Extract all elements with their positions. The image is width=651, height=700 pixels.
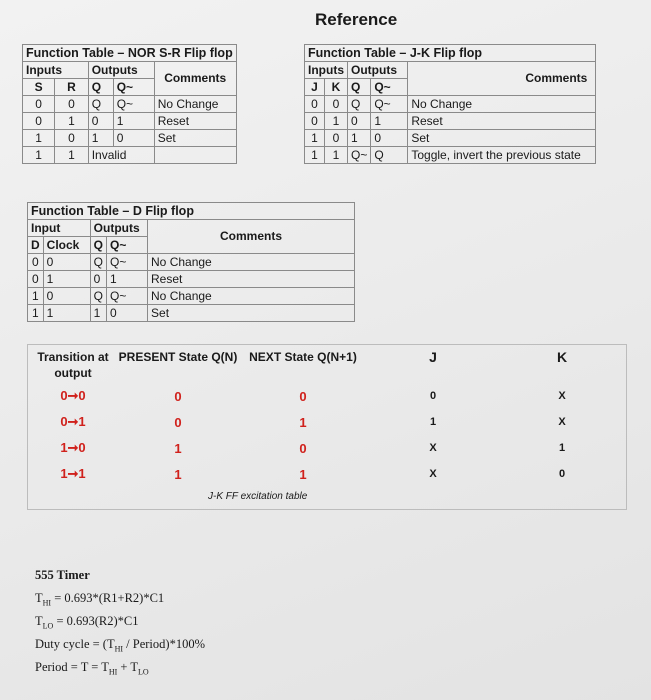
present-cell: 0 <box>174 414 182 430</box>
cell: 1 <box>23 147 55 164</box>
column-header: D <box>28 237 44 254</box>
j-cell: X <box>429 468 437 480</box>
next-cell: 1 <box>299 466 307 482</box>
table-row <box>305 130 596 147</box>
column-header: R <box>55 79 89 96</box>
comment-cell: No Change <box>408 96 596 113</box>
cell: 1 <box>113 113 154 130</box>
cell: 1 <box>23 130 55 147</box>
cell: 1 <box>28 288 44 305</box>
next-cell: 0 <box>299 440 307 456</box>
cell: 0 <box>55 96 89 113</box>
cell: 0 <box>23 113 55 130</box>
inputs-header: Inputs <box>305 62 348 79</box>
table-row <box>23 130 237 147</box>
j-cell: X <box>429 442 437 454</box>
column-header: J <box>305 79 325 96</box>
cell: Q <box>90 288 106 305</box>
table-row <box>28 461 626 487</box>
cell: Q <box>348 96 371 113</box>
table-row <box>28 305 355 322</box>
next-cell: 0 <box>299 388 307 404</box>
cell: 1 <box>43 271 90 288</box>
present-cell: 0 <box>174 388 182 404</box>
comment-cell <box>154 147 236 164</box>
outputs-header: Outputs <box>348 62 408 79</box>
table-row <box>28 383 626 409</box>
cell: Q~ <box>348 147 371 164</box>
cell: 1 <box>348 130 371 147</box>
column-header: Q <box>348 79 371 96</box>
cell: 1 <box>88 130 113 147</box>
reference-title: Reference <box>315 10 398 29</box>
table-row <box>28 435 626 461</box>
transition-cell: 1➞0 <box>60 440 86 455</box>
cell: Q~ <box>113 96 154 113</box>
table-row <box>28 288 355 305</box>
inputs-header: Input <box>28 220 91 237</box>
table-row <box>23 113 237 130</box>
k-cell: X <box>558 390 566 402</box>
jk-function-table <box>304 44 596 164</box>
j-cell: 1 <box>429 416 437 428</box>
cell: 1 <box>305 130 325 147</box>
cell: 1 <box>325 147 348 164</box>
table-row <box>305 147 596 164</box>
thi-formula: $T_{HI} = 0.693*(R1+R2)*C1$ <box>35 591 165 608</box>
cell: 0 <box>28 254 44 271</box>
comments-header: Comments <box>148 220 355 254</box>
cell: 1 <box>107 271 148 288</box>
j-cell: 0 <box>429 390 437 402</box>
nor-sr-function-table <box>22 44 237 164</box>
nor-sr-caption: Function Table – NOR S-R Flip flop <box>23 45 237 62</box>
cell: 1 <box>305 147 325 164</box>
jk-caption: Function Table – J-K Flip flop <box>305 45 596 62</box>
k-cell: X <box>558 416 566 428</box>
d-ff-function-table <box>27 202 355 322</box>
present-cell: 1 <box>174 440 182 456</box>
k-header: K <box>556 349 568 365</box>
table-row <box>28 271 355 288</box>
cell: 0 <box>88 113 113 130</box>
cell: 0 <box>55 130 89 147</box>
cell: 0 <box>325 96 348 113</box>
excitation-table-box <box>27 344 627 510</box>
table-row <box>23 147 237 164</box>
cell: 0 <box>90 271 106 288</box>
next-cell: 1 <box>299 414 307 430</box>
cell: 1 <box>371 113 408 130</box>
inputs-header: Inputs <box>23 62 89 79</box>
cell: 1 <box>28 305 44 322</box>
column-header: Q~ <box>371 79 408 96</box>
comment-cell: Set <box>408 130 596 147</box>
j-header: J <box>429 349 437 365</box>
column-header: Q <box>88 79 113 96</box>
outputs-header: Outputs <box>88 62 154 79</box>
cell: 0 <box>348 113 371 130</box>
comment-cell: Set <box>148 305 355 322</box>
cell: 0 <box>43 288 90 305</box>
comment-cell: No Change <box>154 96 236 113</box>
cell: 0 <box>23 96 55 113</box>
table-row <box>28 254 355 271</box>
cell: 0 <box>43 254 90 271</box>
cell: 0 <box>371 130 408 147</box>
cell: Q <box>371 147 408 164</box>
column-header: Q <box>90 237 106 254</box>
k-cell: 0 <box>558 468 566 480</box>
cell: Q~ <box>371 96 408 113</box>
period-formula: Period = $T = T_{HI} + T_{LO}$ <box>35 660 149 677</box>
cell: Invalid <box>88 147 154 164</box>
comments-header: Comments <box>408 62 596 96</box>
cell: Q~ <box>107 288 148 305</box>
cell: Q <box>90 254 106 271</box>
excitation-caption: J-K FF excitation table <box>208 491 308 502</box>
comments-header: Comments <box>154 62 236 96</box>
column-header: K <box>325 79 348 96</box>
table-row <box>23 96 237 113</box>
cell: 0 <box>113 130 154 147</box>
cell: 1 <box>325 113 348 130</box>
comment-cell: Reset <box>148 271 355 288</box>
comment-cell: Toggle, invert the previous state <box>408 147 596 164</box>
column-header: Q~ <box>113 79 154 96</box>
present-cell: 1 <box>174 466 182 482</box>
comment-cell: Reset <box>154 113 236 130</box>
cell: 0 <box>28 271 44 288</box>
cell: 0 <box>305 113 325 130</box>
cell: 1 <box>55 147 89 164</box>
transition-cell: 0➞0 <box>60 388 86 403</box>
cell: 0 <box>325 130 348 147</box>
comment-cell: Reset <box>408 113 596 130</box>
cell: 0 <box>107 305 148 322</box>
table-row <box>305 113 596 130</box>
timer-section <box>35 568 335 683</box>
table-row <box>305 96 596 113</box>
comment-cell: No Change <box>148 254 355 271</box>
transition-cell: 0➞1 <box>60 414 86 429</box>
timer-title: 555 Timer <box>35 568 90 582</box>
cell: Q <box>88 96 113 113</box>
cell: 0 <box>305 96 325 113</box>
duty-cycle-formula: Duty cycle = ($T_{HI}$ / Period)*100% <box>35 637 205 654</box>
jk-excitation-table <box>28 345 626 487</box>
comment-cell: Set <box>154 130 236 147</box>
tlo-formula: $T_{LO} = 0.693(R2)*C1$ <box>35 614 139 631</box>
present-state-header: PRESENT State Q(N) <box>118 350 238 364</box>
column-header: Q~ <box>107 237 148 254</box>
cell: 1 <box>55 113 89 130</box>
column-header: Clock <box>43 237 90 254</box>
table-row <box>28 409 626 435</box>
k-cell: 1 <box>558 442 566 454</box>
column-header: S <box>23 79 55 96</box>
outputs-header: Outputs <box>90 220 147 237</box>
cell: Q~ <box>107 254 148 271</box>
transition-header: Transition at output <box>37 350 109 380</box>
cell: 1 <box>43 305 90 322</box>
transition-cell: 1➞1 <box>60 466 86 481</box>
comment-cell: No Change <box>148 288 355 305</box>
next-state-header: NEXT State Q(N+1) <box>249 350 357 364</box>
d-ff-caption: Function Table – D Flip flop <box>28 203 355 220</box>
cell: 1 <box>90 305 106 322</box>
